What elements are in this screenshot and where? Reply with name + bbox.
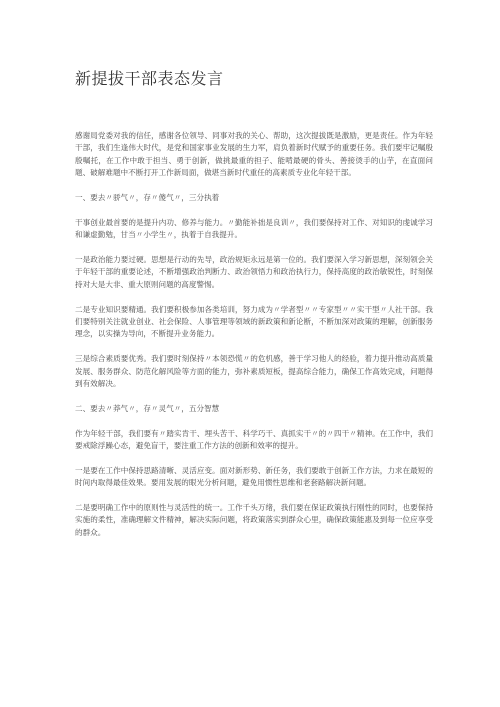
paragraph: 一是政治能力要过硬。思想是行动的先导，政治规矩永远是第一位的。我们要深入学习新思想，深刻领会关于年轻干部的重要论述，不断增强政治判断力、政治领悟力和政治执行力，保持高度的政治敏锐性，时刻保持对大是大非、重大原则问题的高度警惕。 xyxy=(75,255,433,289)
section-heading-2: 二、要去〃莽气〃，存〃灵气〃，五分智慧 xyxy=(75,403,220,413)
paragraph: 干事创业最首要的是提升内功、修养与能力。〃勤能补拙是良训〃，我们要保持对工作、对知识的虔诚学习和谦虚勤勉，甘当〃小学生〃，执着于自我提升。 xyxy=(75,217,433,240)
paragraph: 作为年轻干部，我们要有〃踏实肯干、埋头苦干、科学巧干、真抓实干〃的〃四干〃精神。在工作中，我们要戒除浮躁心态，避免盲干，要注重工作方法的创新和效率的提升。 xyxy=(75,428,433,451)
paragraph: 二是要明确工作中的原则性与灵活性的统一。工作千头万绪，我们要在保证政策执行刚性的同时，也要保持实施的柔性，准确理解文件精神，解决实际问题，将政策落实到群众心里，确保政策能惠及到每一位应享受的群众。 xyxy=(75,503,433,537)
intro-paragraph: 感谢局党委对我的信任，感谢各位领导、同事对我的关心、帮助，这次提拔既是激励，更是责任。作为年轻干部，我们生逢伟大时代，是党和国家事业发展的生力军，肩负着新时代赋予的重要任务。我们要牢记嘱殷殷嘱托，在工作中敢于担当、勇于创新，做挑最重的担子、能啃最硬的骨头、善接烫手的山芋，在直面问题、破解难题中不断打开工作新局面，做堪当新时代重任的高素质专业化年轻干部。 xyxy=(75,131,433,178)
document-body xyxy=(75,130,433,552)
section-heading-1: 一、要去〃骄气〃，存〃傻气〃，三分执着 xyxy=(75,193,220,203)
paragraph: 二是专业知识要精通。我们要积极参加各类培训，努力成为〃学者型〃〃专家型〃〃实干型〃人社干部。我们要特别关注就业创业、社会保险、人事管理等领域的新政策和新论断，不断加深对政策的理解，创新服务理念，以实操为导向，不断提升业务能力。 xyxy=(75,304,433,339)
paragraph: 三是综合素质要优秀。我们要时刻保持〃本领恐慌〃的危机感，善于学习他人的经验，着力提升推动高质量发展、服务群众、防范化解风险等方面的能力，弥补素质短板，提高综合能力，确保工作高效完成，问题得到有效解决。 xyxy=(75,354,433,389)
document-title: 新提拔干部表态发言 xyxy=(75,69,224,88)
paragraph: 一是要在工作中保持思路清晰、灵活应变。面对新形势、新任务，我们要敢于创新工作方法，力求在最短的时间内取得最佳效果。要用发展的眼光分析问题，避免用惯性思维和老套路解决新问题。 xyxy=(75,465,433,488)
